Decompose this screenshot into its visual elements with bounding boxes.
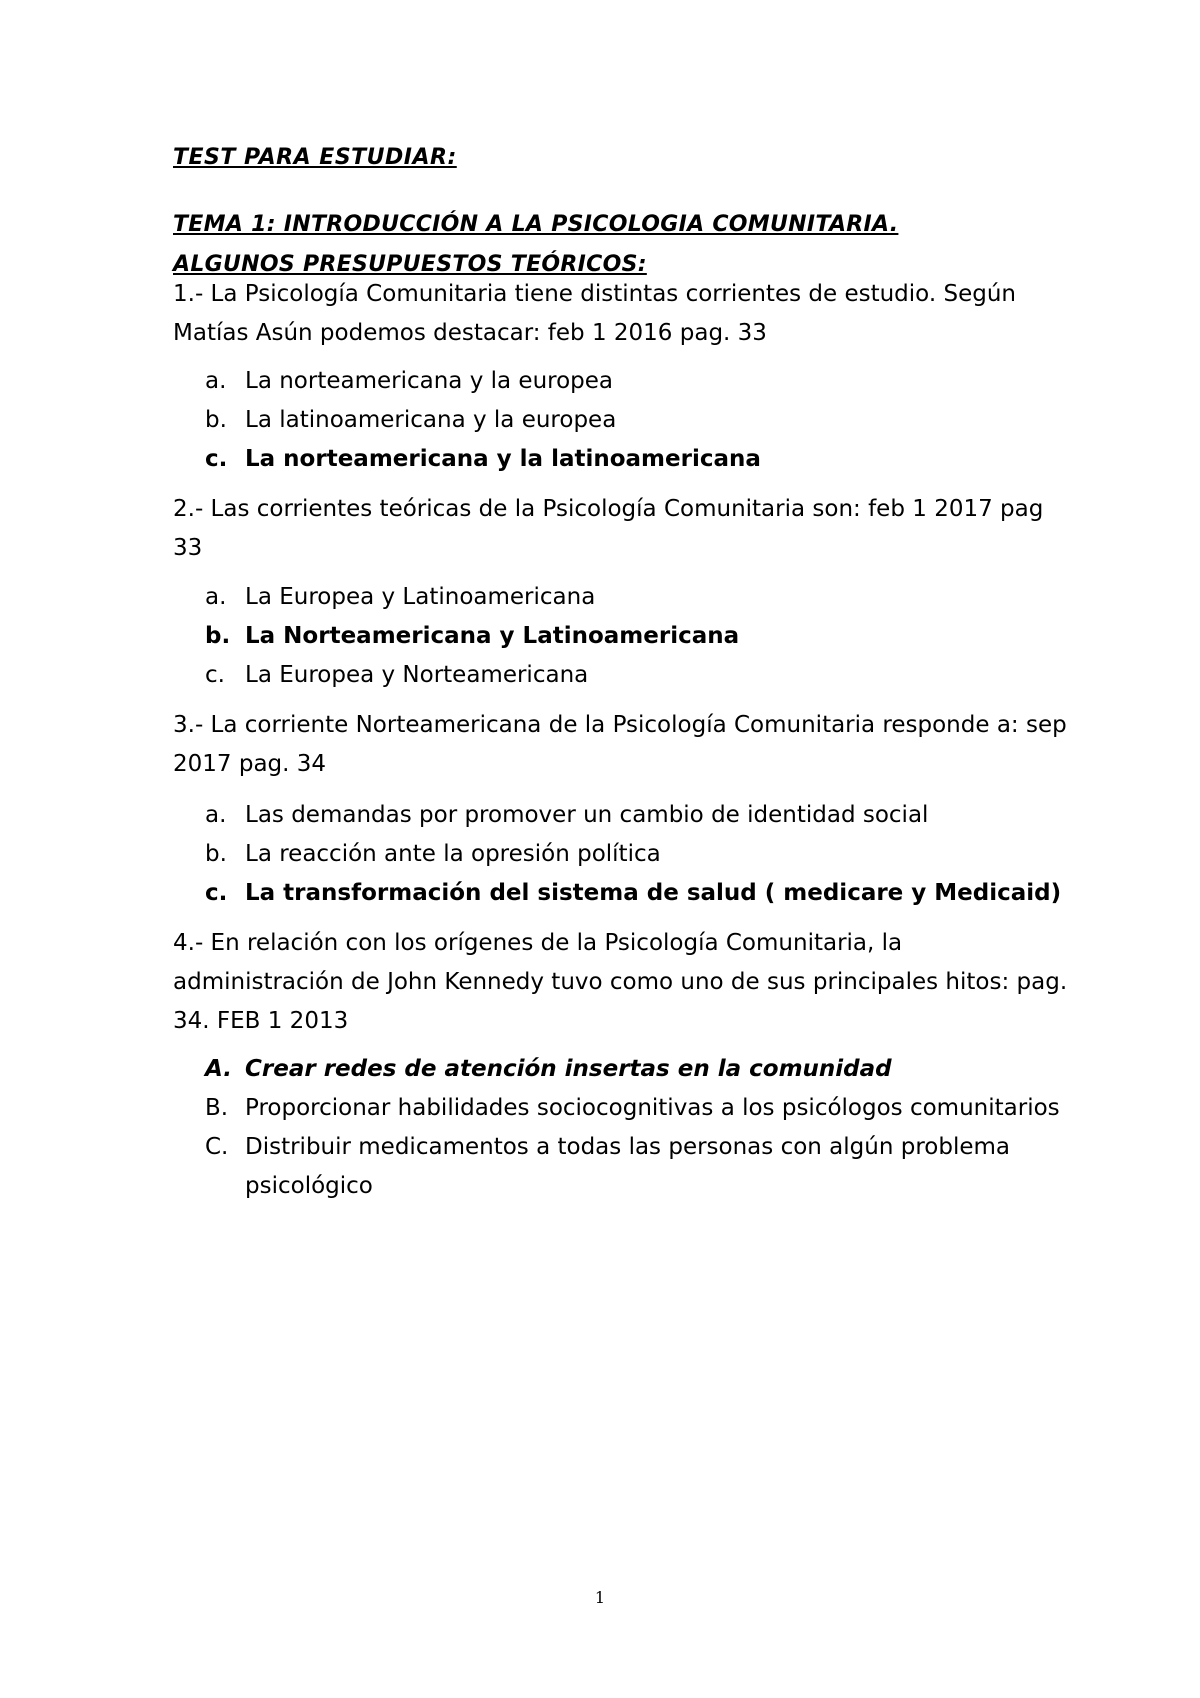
option-letter: c. (205, 880, 228, 906)
option-letter: c. (205, 662, 225, 688)
option-text: Proporcionar habilidades sociocognitivas a los psicólogos comunitarios (245, 1095, 1060, 1121)
question-2-text: 2.- Las corrientes teóricas de la Psicología Comunitaria son: feb 1 2017 pag 33 (173, 496, 1044, 561)
option-letter: a. (205, 802, 227, 828)
option-3c-correct (205, 874, 1085, 913)
option-3b (205, 835, 1085, 874)
question-3-options (205, 796, 1085, 913)
document-title: TEST PARA ESTUDIAR: (173, 145, 457, 170)
question-4-text: 4.- En relación con los orígenes de la Psicología Comunitaria, la administración de John Kennedy tuvo como uno de sus principales hitos: pag. 34. FEB 1 2013 (173, 930, 1068, 1034)
option-2c (205, 656, 1085, 695)
topic-heading-line-1: TEMA 1: INTRODUCCIÓN A LA PSICOLOGIA COMUNITARIA. (173, 212, 899, 237)
option-text: Crear redes de atención insertas en la comunidad (245, 1056, 892, 1082)
option-letter: B. (205, 1095, 229, 1121)
option-4c (205, 1128, 1085, 1206)
option-text: La Europea y Latinoamericana (245, 584, 596, 610)
option-3a (205, 796, 1085, 835)
option-text: La norteamericana y la europea (245, 368, 614, 394)
option-letter: b. (205, 407, 227, 433)
option-2a (205, 578, 1085, 617)
question-4-options (205, 1050, 1085, 1206)
option-1a (205, 362, 1085, 401)
option-2b-correct (205, 617, 1085, 656)
question-1-options (205, 362, 1085, 479)
topic-heading (173, 205, 898, 285)
option-letter: c. (205, 446, 228, 472)
option-text: Distribuir medicamentos a todas las personas con algún problema psicológico (245, 1134, 1010, 1199)
option-1b (205, 401, 1085, 440)
question-3-text: 3.- La corriente Norteamericana de la Psicología Comunitaria responde a: sep 2017 pag. 34 (173, 712, 1067, 777)
option-1c-correct (205, 440, 1085, 479)
option-letter: a. (205, 584, 227, 610)
option-text: La norteamericana y la latinoamericana (245, 446, 761, 472)
option-text: La Norteamericana y Latinoamericana (245, 623, 740, 649)
topic-heading-line-2: ALGUNOS PRESUPUESTOS TEÓRICOS: (173, 252, 647, 277)
option-text: Las demandas por promover un cambio de identidad social (245, 802, 929, 828)
option-letter: A. (205, 1056, 232, 1082)
option-text: La reacción ante la opresión política (245, 841, 661, 867)
option-letter: b. (205, 841, 227, 867)
option-4a-correct (205, 1050, 1085, 1089)
option-letter: C. (205, 1134, 229, 1160)
option-letter: a. (205, 368, 227, 394)
option-letter: b. (205, 623, 231, 649)
question-1-text: 1.- La Psicología Comunitaria tiene distintas corrientes de estudio. Según Matías Asún podemos destacar: feb 1 2016 pag. 33 (173, 281, 1016, 346)
option-4b (205, 1089, 1085, 1128)
option-text: La Europea y Norteamericana (245, 662, 589, 688)
question-2-options (205, 578, 1085, 695)
option-text: La transformación del sistema de salud ( medicare y Medicaid) (245, 880, 1062, 906)
option-text: La latinoamericana y la europea (245, 407, 617, 433)
page-number: 1 (594, 1588, 606, 1607)
